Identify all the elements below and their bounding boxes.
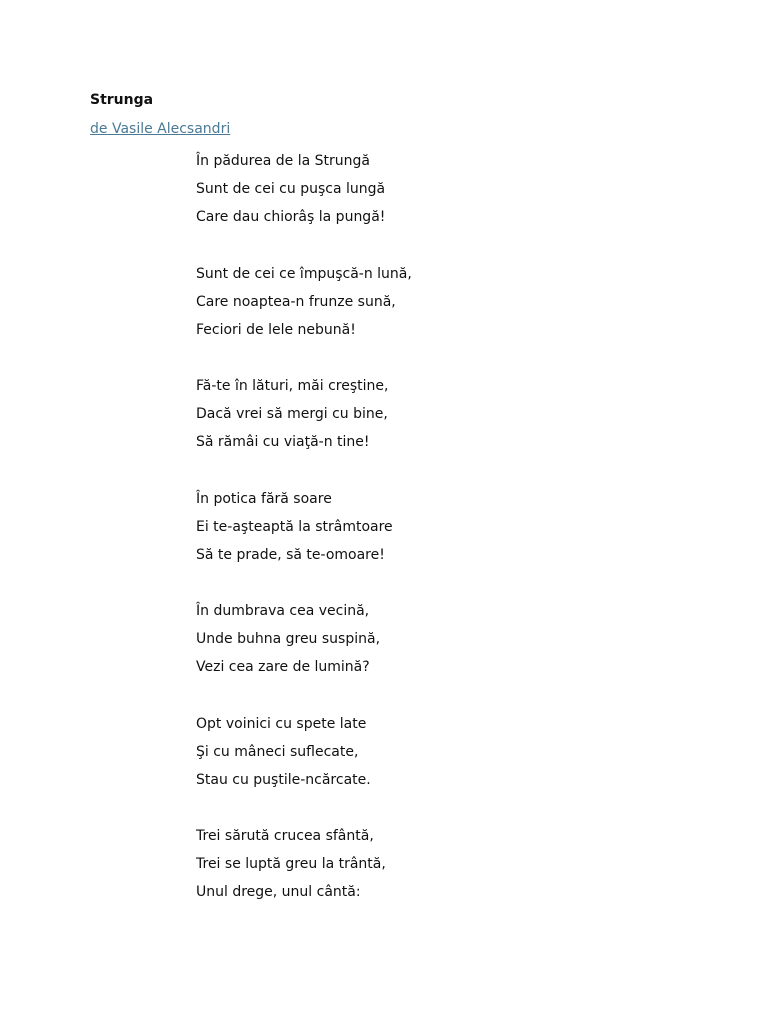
poem-line: Sunt de cei cu puşca lungă	[196, 181, 386, 197]
poem-line: Trei sărută crucea sfântă,	[196, 828, 374, 844]
stanza	[196, 822, 716, 906]
poem-line: Şi cu mâneci suflecate,	[196, 743, 359, 760]
stanza	[196, 710, 716, 794]
poem-line: Să rămâi cu viaţă-n tine!	[196, 434, 370, 450]
poem-line: Vezi cea zare de lumină?	[196, 659, 370, 675]
stanza	[196, 147, 716, 231]
poem-line: Unde buhna greu suspină,	[196, 631, 381, 647]
stanza	[196, 485, 716, 569]
stanza	[196, 597, 716, 681]
poem-line: Feciori de lele nebună!	[196, 321, 356, 338]
stanza	[196, 260, 716, 344]
poem-line: Ei te-aşteaptă la strâmtoare	[196, 518, 393, 535]
poem-line: Trei se luptă greu la trântă,	[196, 856, 386, 872]
poem-line: În potica fără soare	[196, 490, 332, 507]
poem-line: Dacă vrei să mergi cu bine,	[196, 406, 388, 422]
stanza	[196, 372, 716, 456]
poem-line: Unul drege, unul cântă:	[196, 884, 361, 900]
poem-line: Stau cu puştile-ncărcate.	[196, 771, 371, 788]
poem-line: Fă-te în lături, măi creştine,	[196, 378, 389, 394]
poem-line: Care noaptea-n frunze sună,	[196, 293, 396, 310]
poem-line: În pădurea de la Strungă	[196, 153, 370, 169]
poem-title: Strunga	[90, 92, 154, 108]
author-link[interactable]: de Vasile Alecsandri	[90, 121, 231, 137]
poem-line: Opt voinici cu spete late	[196, 715, 367, 732]
poem-line: În dumbrava cea vecină,	[196, 603, 370, 619]
poem-line: Care dau chiorâş la pungă!	[196, 209, 386, 225]
poem-line: Sunt de cei ce împuşcă-n lună,	[196, 265, 412, 282]
poem-body	[196, 147, 716, 935]
poem-line: Să te prade, să te-omoare!	[196, 546, 385, 563]
